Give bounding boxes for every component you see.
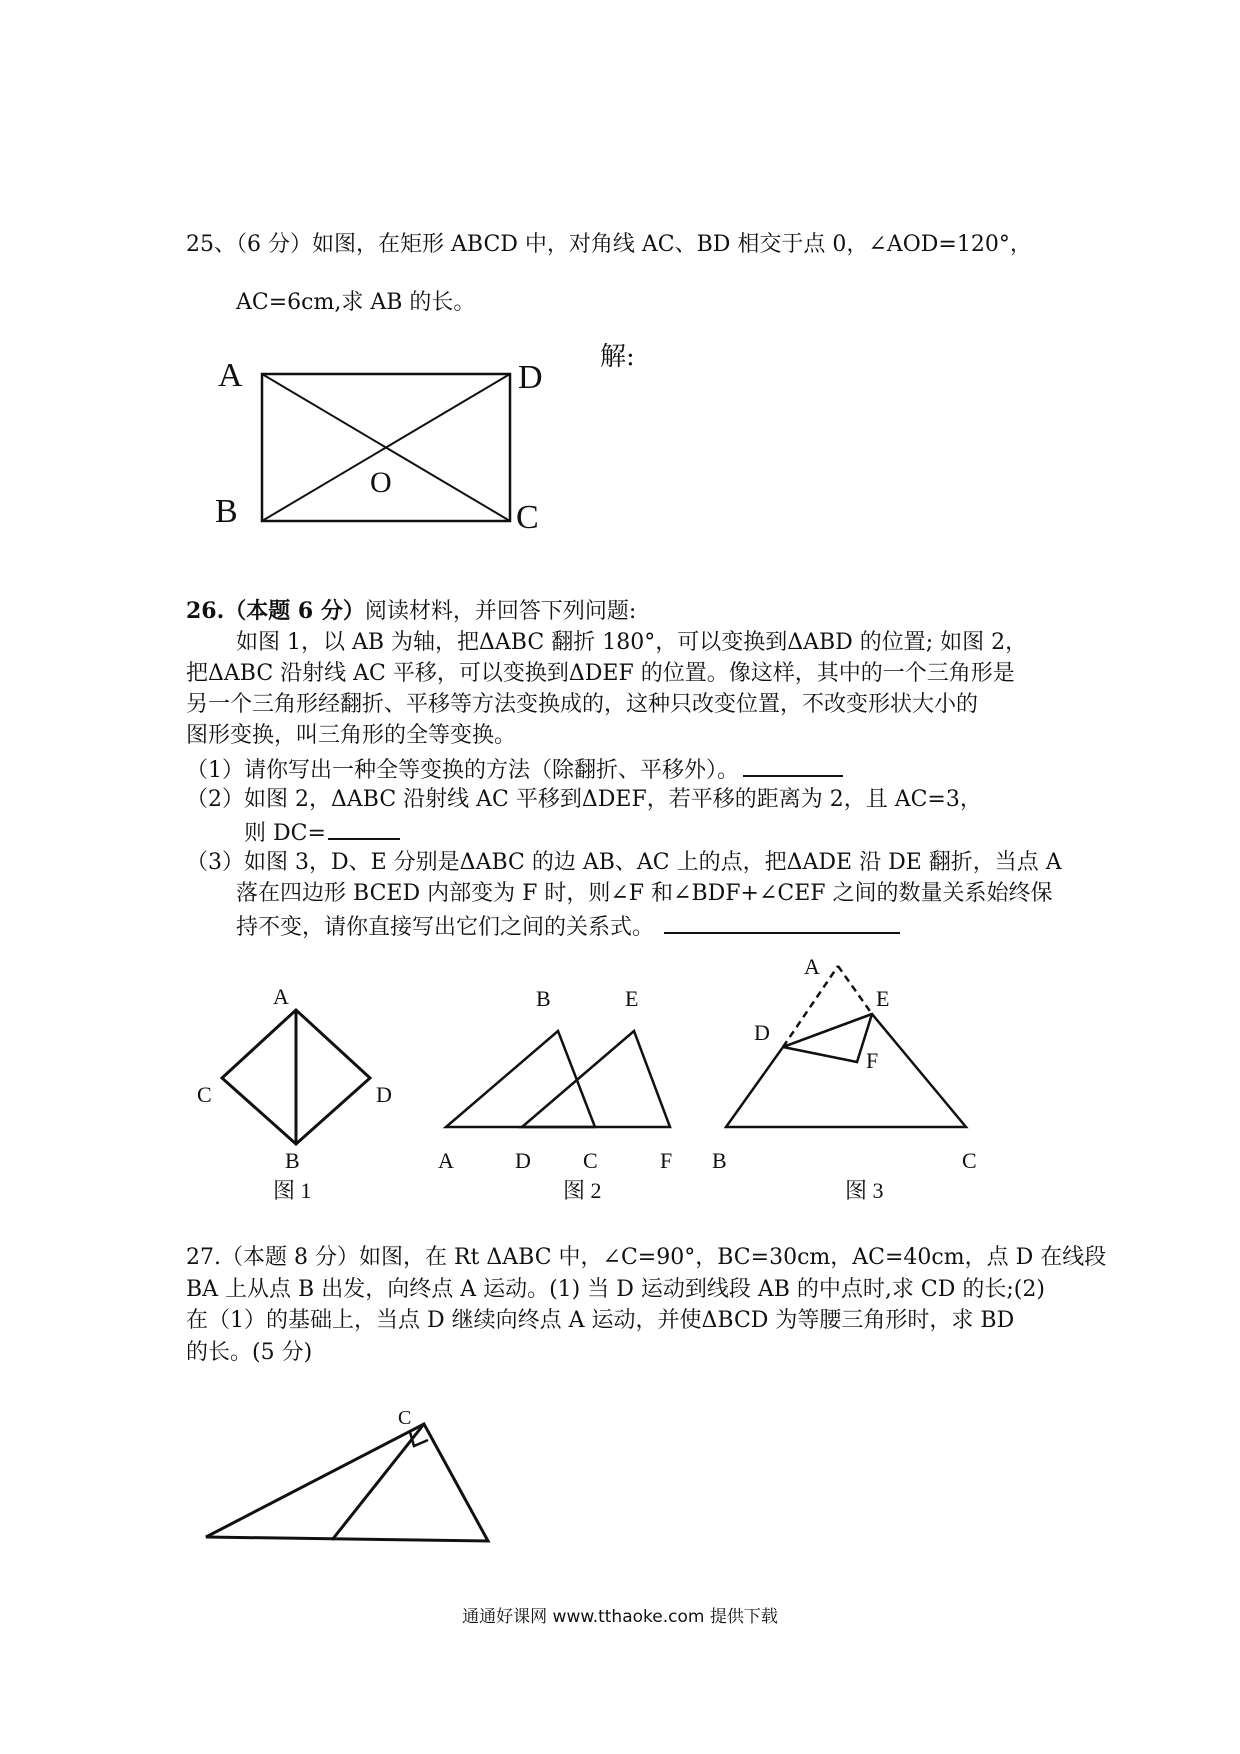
fig2-label-c: C	[583, 1148, 598, 1173]
q27-line2: BA 上从点 B 出发，向终点 A 运动。(1) 当 D 运动到线段 AB 的中点时,求 CD 的长;(2)	[186, 1277, 1045, 1302]
q26-heading-rest: 阅读材料，并回答下列问题:	[364, 599, 637, 624]
q27-right-angle-mark	[410, 1432, 428, 1446]
fig2-label-a: A	[438, 1148, 454, 1173]
label-o: O	[370, 466, 392, 499]
label-c: C	[516, 499, 539, 536]
fig3-label-f: F	[866, 1048, 879, 1073]
fig3-caption: 图 3	[845, 1178, 884, 1203]
fig3-label-a: A	[804, 954, 820, 979]
fig1-label-a: A	[273, 984, 289, 1009]
label-b: B	[215, 493, 238, 530]
fig1-label-b: B	[285, 1148, 300, 1173]
q27-segment-cd	[332, 1424, 424, 1540]
fig2-label-d: D	[515, 1148, 531, 1173]
q25-line2: AC=6cm,求 AB 的长。	[236, 290, 476, 315]
q26-para-3: 另一个三角形经翻折、平移等方法变换成的，这种只改变位置，不改变形状大小的	[186, 692, 979, 717]
q26-sub3-a: （3）如图 3，D、E 分别是ΔABC 的边 AB、AC 上的点，把ΔADE 沿 DE 翻折，当点 A	[186, 850, 1062, 875]
q27-label-c: C	[398, 1407, 412, 1429]
fig3-label-c: C	[962, 1148, 977, 1173]
q26-sub2-b-text: 则 DC=	[244, 821, 326, 846]
fig1-label-d: D	[376, 1082, 392, 1107]
fig3-label-b: B	[712, 1148, 727, 1173]
fig1-caption: 图 1	[273, 1178, 312, 1203]
fig3-label-d: D	[754, 1020, 770, 1045]
q26-sub1-text: （1）请你写出一种全等变换的方法（除翻折、平移外）。	[186, 758, 739, 783]
fig2-label-f: F	[660, 1148, 673, 1173]
q26-sub2-a: （2）如图 2，ΔABC 沿射线 AC 平移到ΔDEF，若平移的距离为 2，且 AC=3，	[186, 787, 982, 812]
q27-line1: 27.（本题 8 分）如图，在 Rt ΔABC 中，∠C=90°，BC=30cm，AC=40cm，点 D 在线段	[186, 1245, 1107, 1270]
q26-sub3-b: 落在四边形 BCED 内部变为 F 时，则∠F 和∠BDF+∠CEF 之间的数量关系始终保	[236, 881, 1053, 906]
fig2-label-b: B	[536, 986, 551, 1011]
q26-sub3-c-text: 持不变，请你直接写出它们之间的关系式。	[236, 915, 655, 940]
label-a: A	[218, 357, 243, 394]
fig2-label-e: E	[625, 986, 639, 1011]
q26-para-2: 把ΔABC 沿射线 AC 平移，可以变换到ΔDEF 的位置。像这样，其中的一个三角形是	[186, 661, 1015, 686]
q25-answer-label: 解:	[600, 342, 635, 372]
q25-line1: 25、（6 分）如图，在矩形 ABCD 中，对角线 AC、BD 相交于点 0，∠AOD=120°，	[186, 232, 1032, 257]
q27-line4: 的长。(5 分)	[186, 1340, 313, 1365]
q26-heading-bold: 26.（本题 6 分）	[186, 598, 365, 624]
fig2-caption: 图 2	[563, 1178, 602, 1203]
label-d: D	[518, 359, 543, 396]
fig1-label-c: C	[197, 1082, 212, 1107]
q26-para-1: 如图 1，以 AB 为轴，把ΔABC 翻折 180°，可以变换到ΔABD 的位置; 如图 2，	[236, 630, 1028, 655]
q27-line3: 在（1）的基础上，当点 D 继续向终点 A 运动，并使ΔBCD 为等腰三角形时，求 BD	[186, 1308, 1015, 1333]
q26-para-4: 图形变换，叫三角形的全等变换。	[186, 723, 517, 748]
fig3-label-e: E	[876, 986, 890, 1011]
footer-source: 通通好课网 www.tthaoke.com 提供下载	[462, 1607, 778, 1627]
